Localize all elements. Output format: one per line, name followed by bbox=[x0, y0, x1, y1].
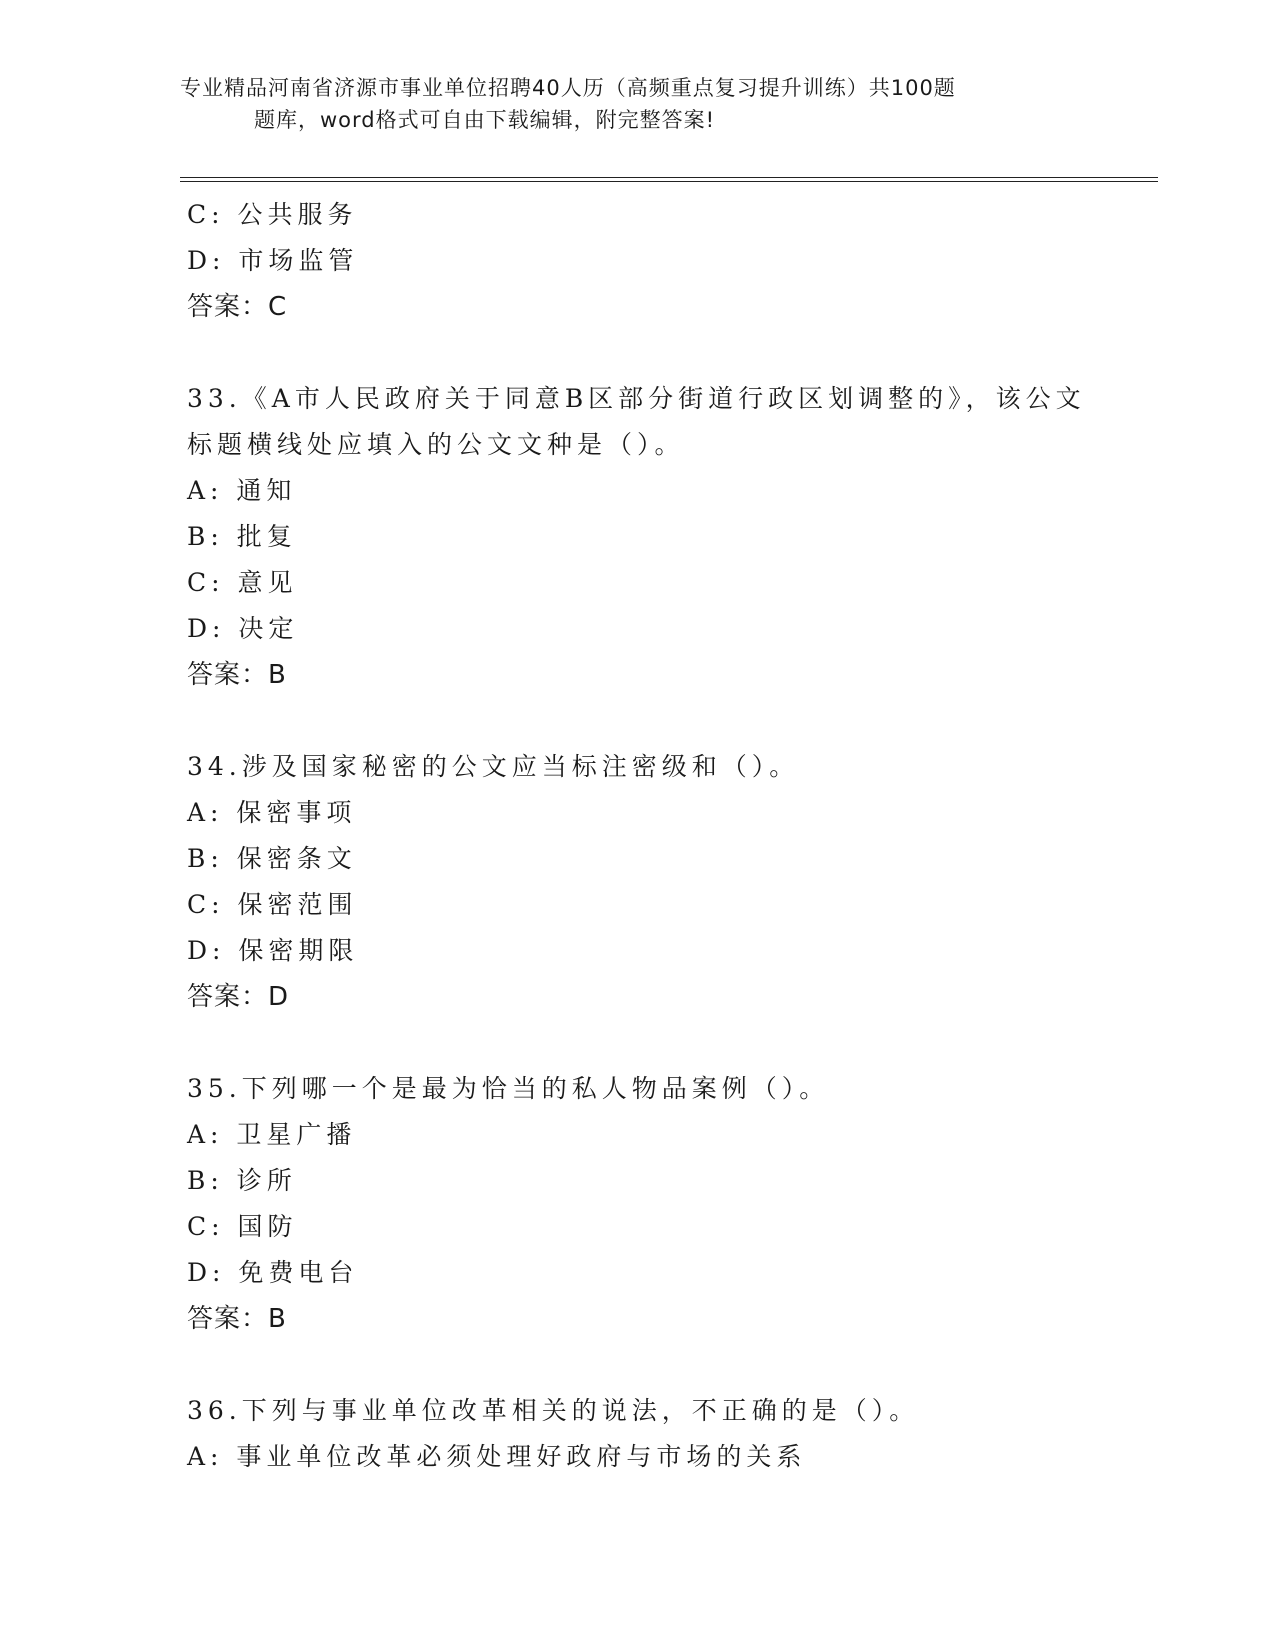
question-block-33 bbox=[187, 376, 1137, 698]
question-stem-continued: 标题横线处应填入的公文文种是（）。 bbox=[187, 430, 685, 459]
answer-line: 答案：C bbox=[187, 292, 288, 322]
document-header bbox=[180, 72, 1040, 136]
option-d: D: 市场监管 bbox=[187, 246, 359, 275]
option-b: B: 批复 bbox=[187, 522, 297, 551]
question-stem: 35.下列哪一个是最为恰当的私人物品案例（）。 bbox=[187, 1074, 830, 1103]
option-a: A: 保密事项 bbox=[187, 798, 357, 827]
spacer bbox=[187, 1342, 1137, 1388]
option-a: A: 卫星广播 bbox=[187, 1120, 357, 1149]
answer-line: 答案：B bbox=[187, 1304, 287, 1334]
question-stem: 34.涉及国家秘密的公文应当标注密级和（）。 bbox=[187, 752, 800, 781]
spacer bbox=[187, 1020, 1137, 1066]
header-title-line1: 专业精品河南省济源市事业单位招聘40人历（高频重点复习提升训练）共100题 bbox=[180, 76, 956, 100]
option-c: C: 意见 bbox=[187, 568, 298, 597]
question-stem: 36.下列与事业单位改革相关的说法，不正确的是（）。 bbox=[187, 1396, 920, 1425]
header-double-rule bbox=[180, 177, 1158, 182]
header-title-line2: 题库，word格式可自由下载编辑，附完整答案! bbox=[254, 108, 716, 132]
option-a: A: 事业单位改革必须处理好政府与市场的关系 bbox=[187, 1442, 807, 1471]
question-block-32-tail bbox=[187, 192, 1137, 330]
option-c: C: 国防 bbox=[187, 1212, 298, 1241]
question-block-35 bbox=[187, 1066, 1137, 1342]
question-list bbox=[187, 192, 1137, 1480]
option-c: C: 公共服务 bbox=[187, 200, 358, 229]
question-stem: 33.《A市人民政府关于同意B区部分街道行政区划调整的》，该公文 bbox=[187, 384, 1086, 413]
answer-line: 答案：D bbox=[187, 982, 290, 1012]
option-b: B: 保密条文 bbox=[187, 844, 357, 873]
question-block-36 bbox=[187, 1388, 1137, 1480]
option-d: D: 免费电台 bbox=[187, 1258, 359, 1287]
spacer bbox=[187, 698, 1137, 744]
option-d: D: 保密期限 bbox=[187, 936, 359, 965]
option-c: C: 保密范围 bbox=[187, 890, 358, 919]
option-b: B: 诊所 bbox=[187, 1166, 297, 1195]
question-block-34 bbox=[187, 744, 1137, 1020]
option-d: D: 决定 bbox=[187, 614, 299, 643]
option-a: A: 通知 bbox=[187, 476, 297, 505]
answer-line: 答案：B bbox=[187, 660, 287, 690]
spacer bbox=[187, 330, 1137, 376]
